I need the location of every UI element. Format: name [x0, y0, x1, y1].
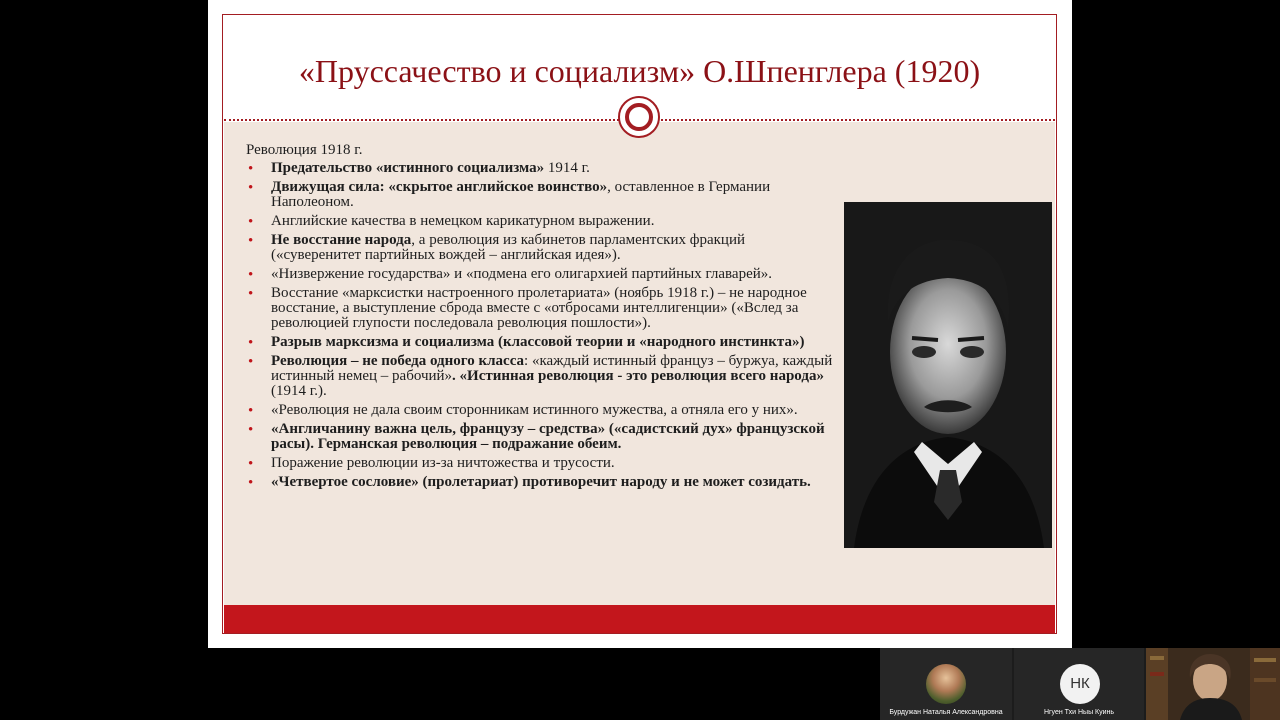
list-item: • «Четвертое сословие» (пролетариат) противоречит народу и не может созидать.: [248, 474, 811, 491]
list-item: • Движущая сила: «скрытое английское воинство», оставленное в Германии Наполеоном.: [248, 179, 771, 210]
slide-intro: Революция 1918 г.: [246, 142, 363, 158]
list-item: • Революция – не победа одного класса: «каждый истинный француз – буржуа, каждый истинный немец – рабочий». «Истинная революция - это революция всего народа» (1914 г.).: [248, 353, 833, 399]
participant-video-tile[interactable]: [1146, 648, 1280, 720]
list-item: • Не восстание народа, а революция из кабинетов парламентских фракций («суверенитет партийных вождей – английская идея»).: [248, 232, 745, 263]
bullet-icon: •: [248, 214, 254, 230]
bullet-list: [246, 161, 836, 490]
bullet-icon: •: [248, 422, 254, 438]
list-item: • Поражение революции из-за ничтожества и трусости.: [248, 455, 615, 472]
list-item: • «Англичанину важна цель, французу – средства» («садистский дух» французской расы). Германская революция – подражание обеим.: [248, 421, 825, 452]
participant-name: Нгуен Тхи Ныы Куинь: [1043, 709, 1115, 716]
slide-content: [246, 143, 836, 494]
participant-name: Бурдужан Наталья Александровна: [889, 709, 1003, 716]
list-item: • Английские качества в немецком карикатурном выражении.: [248, 213, 655, 230]
bullet-icon: •: [248, 161, 254, 177]
avatar: [926, 664, 966, 704]
bullet-icon: •: [248, 180, 254, 196]
webcam-video-icon: [1146, 648, 1280, 720]
bullet-icon: •: [248, 233, 254, 249]
list-item: • Предательство «истинного социализма» 1914 г.: [248, 160, 590, 177]
participant-tile[interactable]: [880, 648, 1012, 720]
video-participants-strip: [880, 648, 1280, 720]
participant-tile[interactable]: [1014, 648, 1144, 720]
slide-footer-bar: [224, 605, 1055, 633]
bullet-icon: •: [248, 403, 254, 419]
avatar: НК: [1060, 664, 1100, 704]
list-item: • «Революция не дала своим сторонникам истинного мужества, а отняла его у них».: [248, 402, 798, 419]
slide-title: «Пруссачество и социализм» О.Шпенглера (1920): [298, 53, 981, 89]
presentation-slide: [208, 0, 1072, 648]
bullet-icon: •: [248, 267, 254, 283]
portrait-photo: [844, 202, 1052, 548]
bullet-icon: •: [248, 456, 254, 472]
list-item: • «Низвержение государства» и «подмена его олигархией партийных главарей».: [248, 266, 773, 283]
circle-ornament-icon: [618, 96, 660, 138]
list-item: • Восстание «марксистки настроенного пролетариата» (ноябрь 1918 г.) – не народное восстание, а выступление сброда вместе с «отбросами интеллигенции» («Вслед за революцией глупости последовала революция пошлости»).: [248, 285, 807, 331]
bullet-icon: •: [248, 475, 254, 491]
bullet-icon: •: [248, 354, 254, 370]
bullet-icon: •: [248, 286, 254, 302]
bullet-icon: •: [248, 335, 254, 351]
list-item: • Разрыв марксизма и социализма (классовой теории и «народного инстинкта»): [248, 334, 805, 351]
